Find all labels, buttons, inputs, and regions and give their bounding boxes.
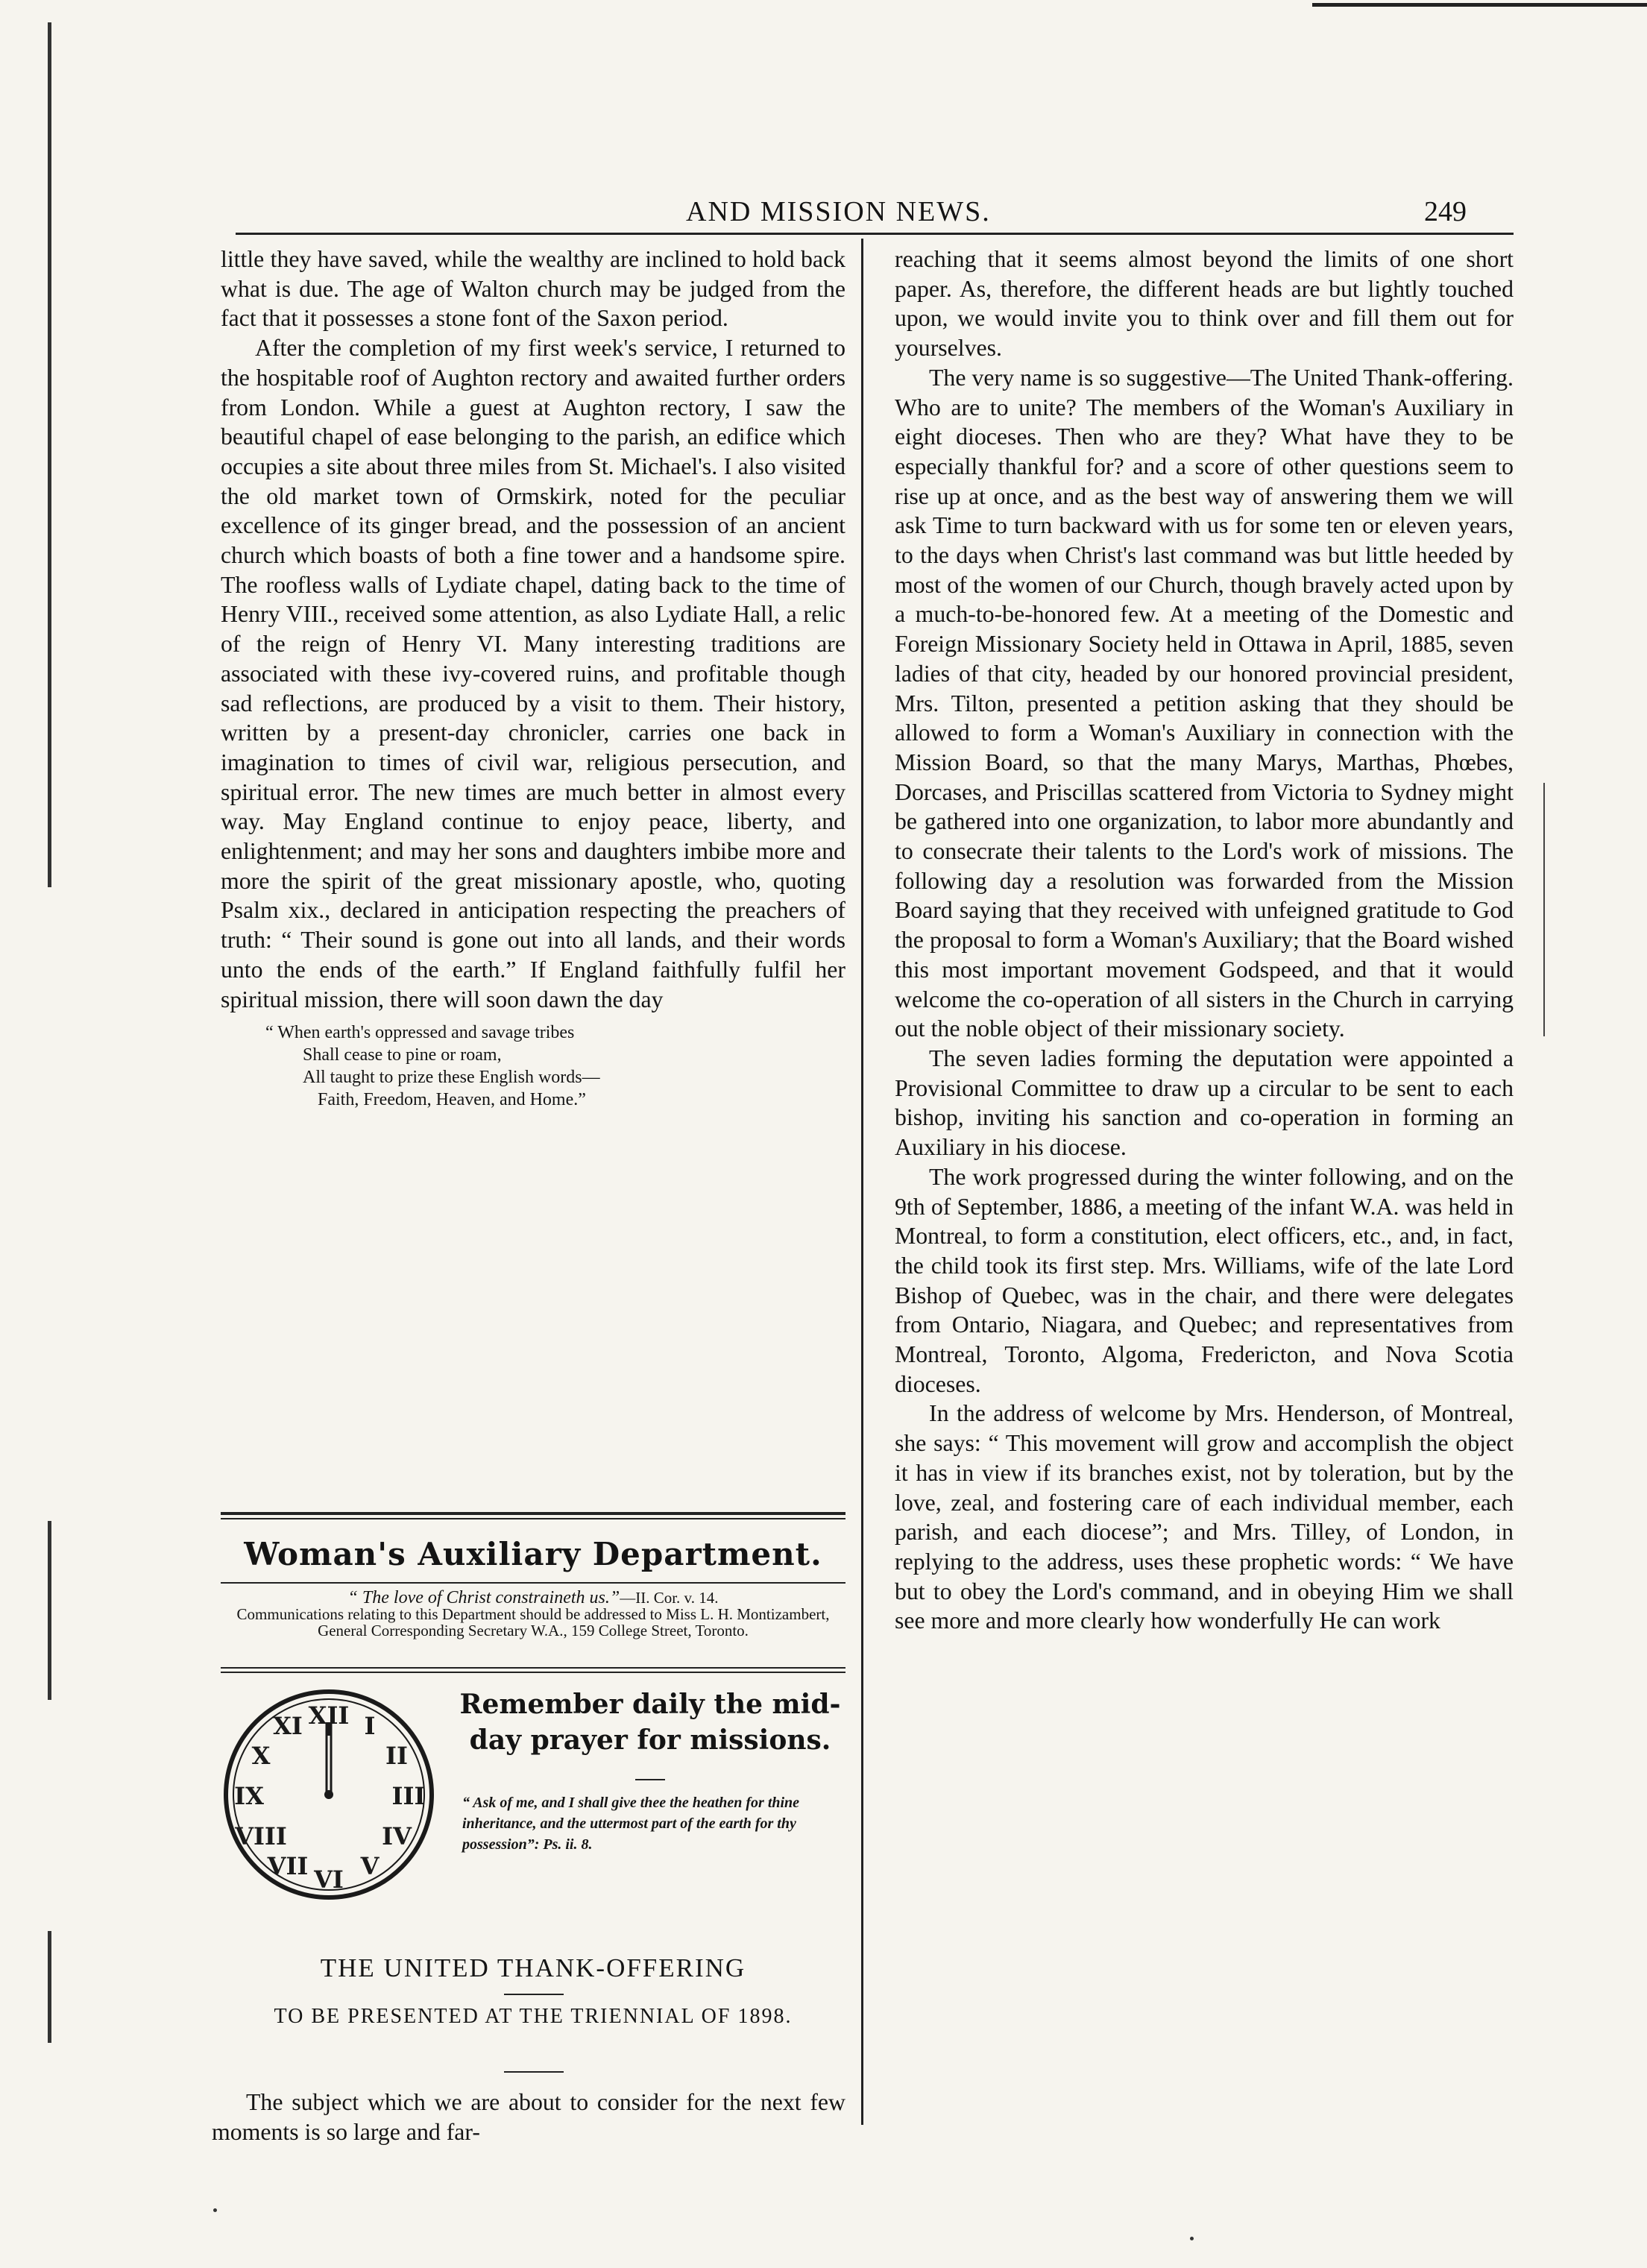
top-edge-rule <box>1312 3 1647 7</box>
paragraph: The seven ladies forming the deputation were appointed a Provisional Committee to draw up a circular to be sent to each bishop, inviting his sanction and co-operation in forming an Auxiliary in his diocese. <box>895 1045 1514 1161</box>
poem-line: “ When earth's oppressed and savage tribes <box>265 1023 575 1043</box>
paragraph: After the completion of my first week's service, I returned to the hospitable roof of Aughton rectory and awaited further orders from London. While a guest at Aughton rectory, I saw the beautiful chapel of ease belonging to the parish, an edifice which occupies a site about three miles from St. Michael's. I also visited the old market town of Ormskirk, noted for the peculiar excellence of its ginger bread, and the possession of an ancient church which boasts of both a fine tower and a handsome spire. The roofless walls of Lydiate chapel, dating back to the time of Henry VIII., received some attention, as also Lydiate Hall, a relic of the reign of Henry VI. Many interesting traditions are associated with these ivy-covered ruins, and profitable though sad reflections, are produced by a visit to them. Their history, written by a present-day chronicler, carries one back in imagination to times of civil war, religious persecution, and spiritual error. The new times are much better in almost every way. May England continue to enjoy peace, liberty, and enlightenment; and may her sons and daughters imbibe more and more the spirit of the great missionary apostle, who, quoting Psalm xix., declared in anticipation respecting the preachers of truth: “ Their sound is gone out into all lands, and their words unto the ends of the earth.” If England faithfully fulfil her spiritual mission, there will soon dawn the day <box>221 335 845 1012</box>
reminder-line: Remember daily the mid- <box>459 1689 841 1720</box>
svg-text:X: X <box>251 1742 271 1770</box>
paragraph: The work progressed during the winter following, and on the 9th of September, 1886, a meeting of the infant W.A. was held in Montreal, to form a constitution, elect officers, etc., and, in fact, the child took its first step. Mrs. Williams, wife of the late Lord Bishop of Quebec, was in the chair, and there were delegates from Ontario, Niagara, and Quebec; and representatives from Montreal, Toronto, Algoma, Fredericton, and Nova Scotia dioceses. <box>895 1163 1514 1397</box>
short-dash-rule <box>504 2071 564 2073</box>
margin-scan-line <box>48 22 51 887</box>
article-title: THE UNITED THANK-OFFERING <box>320 1953 746 1982</box>
article-subtitle: TO BE PRESENTED AT THE TRIENNIAL OF 1898. <box>274 2005 793 2028</box>
poem <box>265 1021 845 1111</box>
svg-text:IV: IV <box>382 1822 412 1850</box>
svg-text:XII: XII <box>308 1701 350 1730</box>
communications-note: Communications relating to this Department should be addressed to Miss L. H. Montizambert, General Corresponding Secretary W.A., 159 College Street, Toronto. <box>236 1605 830 1639</box>
scan-speck <box>213 2208 217 2212</box>
svg-text:VIII: VIII <box>235 1822 287 1850</box>
section-double-rule <box>221 1667 845 1673</box>
svg-text:IX: IX <box>234 1782 264 1810</box>
scan-speck <box>1190 2237 1194 2240</box>
right-column <box>895 245 1514 1636</box>
svg-text:V: V <box>360 1852 380 1880</box>
paragraph: The subject which we are about to consider for the next few moments is so large and far- <box>212 2089 845 2145</box>
paragraph: little they have saved, while the wealthy are inclined to hold back what is due. The age of Walton church may be judged from the fact that it possesses a stone font of the Saxon period. <box>221 246 845 332</box>
short-dash-rule <box>635 1779 665 1780</box>
poem-line: All taught to prize these English words— <box>303 1068 600 1088</box>
left-column <box>221 245 845 1111</box>
svg-text:I: I <box>364 1712 376 1740</box>
paragraph: The very name is so suggestive—The United Thank-offering. Who are to unite? The members of the Woman's Auxiliary in eight dioceses. Then who are they? What have they to be especially thankful for? and a score of other questions seem to rise up at once, and as the best way of answering them we will ask Time to turn backward with us for some ten or eleven years, to the days when Christ's last command was but little heeded by most of the women of our Church, though bravely acted upon by a much-to-be-honored few. At a meeting of the Domestic and Foreign Missionary Society held in Ottawa in April, 1885, seven ladies of that city, headed by our honored provincial president, Mrs. Tilton, presented a petition asking that they should be allowed to form a Woman's Auxiliary in connection with the Mission Board, so that the many Marys, Marthas, Phœbes, Dorcases, and Priscillas scattered from Victoria to Sydney might be gathered into one organization, to labor more abundantly and to consecrate their talents to the Lord's work of missions. The following day a resolution was forwarded from the Mission Board saying that they received with unfeigned gratitude to God the proposal to form a Woman's Auxiliary; that the Board wished this most important movement Godspeed, and that it would welcome the co-operation of all sisters in the Church in carrying out the noble object of their missionary society. <box>895 364 1514 1042</box>
article-intro <box>212 2088 845 2146</box>
motto-reference: —II. Cor. v. 14. <box>620 1589 719 1607</box>
margin-bracket <box>1543 783 1545 1036</box>
column-divider <box>861 239 863 2125</box>
department-title: Woman's Auxiliary Department. <box>244 1536 822 1572</box>
department-motto <box>221 1590 845 1639</box>
svg-text:XI: XI <box>273 1712 303 1740</box>
margin-scan-line <box>48 1931 51 2043</box>
header-rule <box>236 233 1514 235</box>
paragraph: reaching that it seems almost beyond the limits of one short paper. As, therefore, the different heads are but lightly touched upon, we would invite you to think over and fill them out for yourselves. <box>895 246 1514 362</box>
poem-line: Faith, Freedom, Heaven, and Home.” <box>318 1090 586 1110</box>
short-dash-rule <box>504 1994 564 1995</box>
poem-line: Shall cease to pine or roam, <box>303 1045 502 1065</box>
margin-scan-line <box>48 1521 51 1700</box>
title-rule <box>221 1582 845 1584</box>
scripture-verse: “ Ask of me, and I shall give thee the heathen for thine inheritance, and the uttermost part of the earth for thy possession”: Ps. ii. 8. <box>462 1795 800 1853</box>
reminder-line: day prayer for missions. <box>469 1724 831 1756</box>
svg-text:III: III <box>391 1782 426 1810</box>
prayer-reminder-heading <box>456 1686 844 1758</box>
svg-text:VII: VII <box>267 1852 309 1880</box>
page-number: 249 <box>1424 196 1467 227</box>
paragraph: In the address of welcome by Mrs. Henderson, of Montreal, she says: “ This movement will grow and accomplish the object it has in view if its branches exist, not by toleration, but by the love, zeal, and fostering care of each individual member, each parish, and each diocese”; and Mrs. Tilley, of London, in replying to the address, uses these prophetic words: “ We have but to obey the Lord's command, and in obeying Him we shall see more and more clearly how wonderfully He can work <box>895 1400 1514 1634</box>
clock-icon <box>221 1686 437 1903</box>
section-double-rule <box>221 1512 845 1519</box>
svg-text:II: II <box>385 1742 408 1770</box>
running-title: AND MISSION NEWS. <box>686 196 991 227</box>
motto-quote: “ The love of Christ constraineth us.” <box>347 1588 620 1607</box>
svg-text:VI: VI <box>314 1865 344 1894</box>
